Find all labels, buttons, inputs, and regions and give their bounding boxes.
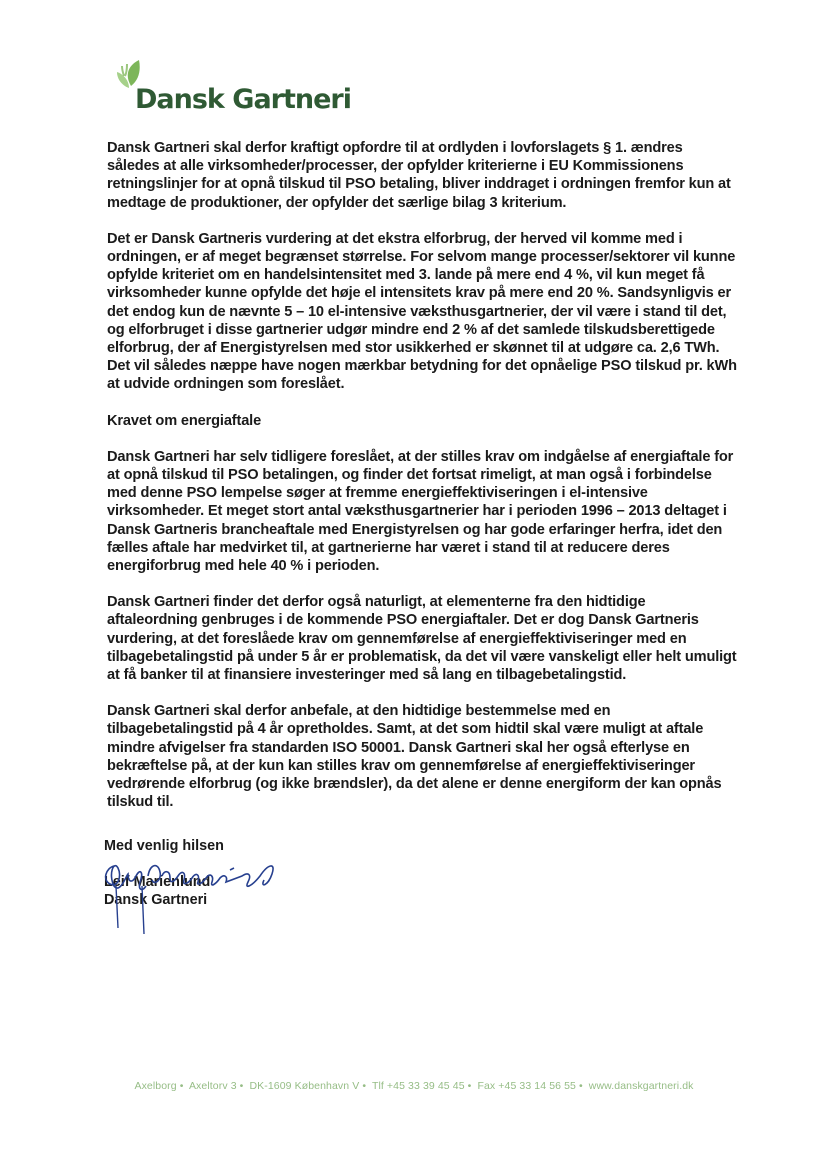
paragraph-1: Dansk Gartneri skal derfor kraftigt opfordre til at ordlyden i lovforslagets § 1. ændres således at alle virksomheder/processer, der opfylder kriterierne i EU Kommissionens retningslinjer for at opnå tilskud til PSO betaling, bliver inddraget i ordningen fremfor kun at medtage de produktioner, der opfylder det særlige bilag 3 kriterium. <box>107 140 731 211</box>
paragraph-2: Det er Dansk Gartneris vurdering at det ekstra elforbrug, der herved vil komme med i ordningen, er af meget begrænset størrelse. For selvom mange processer/sektorer vil kunne opfylde kriteriet om en handelsintensitet med 3. lande på mere end 4 %, vil kun meget få virksomheder kunne opfylde det høje el intensitets krav på mere end 20 %. Sandsynligvis er det endog kun de nævnte 5 – 10 el-intensive væksthusgartnerier, der vil være i stand til det, og elforbruget i disse gartnerier udgør mindre end 2 % af det samlede tilskudsberettigede elforbrug, der af Energistyrelsen med stor usikkerhed er skønnet til at udgøre ca. 2,6 TWh. Det vil således næppe have nogen mærkbar betydning for det opnåelige PSO tilskud pr. kWh at udvide ordningen som foreslået. <box>107 230 737 393</box>
footer-item-5: Fax +45 33 14 56 55 <box>477 1080 576 1092</box>
bullet-icon: • <box>362 1080 367 1092</box>
footer-item-4: Tlf +45 33 39 45 45 <box>371 1080 465 1092</box>
section-heading: Kravet om energiaftale <box>107 412 262 429</box>
footer-item-1: Axelborg <box>134 1080 177 1092</box>
footer-item-6: www.danskgartneri.dk <box>588 1080 694 1092</box>
bullet-icon: • <box>239 1080 244 1092</box>
org-logo-text: Dansk Gartneri <box>135 84 351 115</box>
letterhead-logo <box>105 58 351 122</box>
bullet-icon: • <box>467 1080 472 1092</box>
bullet-icon: • <box>578 1080 583 1092</box>
signer-name: Leif Marienlund <box>104 874 211 891</box>
letter-footer <box>0 1080 828 1092</box>
closing-greeting: Med venlig hilsen <box>104 838 224 854</box>
footer-item-3: DK-1609 København V <box>249 1080 360 1092</box>
paragraph-3: Dansk Gartneri har selv tidligere foreslået, at der stilles krav om indgåelse af energiaftale for at opnå tilskud til PSO betalingen, og finder det fortsat rimeligt, at man også i forbindelse med denne PSO lempelse søger at fremme energieffektiviseringen i el-intensive virksomheder. Et meget stort antal væksthusgartnerier har i perioden 1996 – 2013 deltaget i Dansk Gartneris brancheaftale med Energistyrelsen og har gode erfaringer herfra, idet den fælles aftale har medvirket til, at gartnerierne har været i stand til at reducere deres energiforbrug med hele 40 % i perioden. <box>107 448 734 575</box>
bullet-icon: • <box>179 1080 184 1092</box>
closing-block <box>104 837 404 910</box>
footer-item-2: Axeltorv 3 <box>188 1080 237 1092</box>
paragraph-4: Dansk Gartneri finder det derfor også naturligt, at elementerne fra den hidtidige aftaleordning genbruges i de kommende PSO energiaftaler. Det er dog Dansk Gartneris vurdering, at det foreslåede krav om gennemførelse af energieffektiviseringer med en tilbagebetalingstid på under 5 år er problematisk, da det vil være vanskeligt eller helt umuligt at få banker til at finansiere investeringer med så lang en tilbagebetalingstid. <box>107 594 737 684</box>
signer-org: Dansk Gartneri <box>104 892 208 909</box>
letter-body <box>107 139 737 830</box>
paragraph-5: Dansk Gartneri skal derfor anbefale, at den hidtidige bestemmelse med en tilbagebetalingstid på 4 år opretholdes. Samt, at det som hidtil skal være muligt at aftale mindre afvigelser fra standarden ISO 50001. Dansk Gartneri skal her også efterlyse en bekræftelse på, at der kun kan stilles krav om gennemførelse af energieffektiviseringer vedrørende elforbrug (og ikke brændsler), da det alene er denne energiform der kan opnås tilskud til. <box>107 703 722 811</box>
